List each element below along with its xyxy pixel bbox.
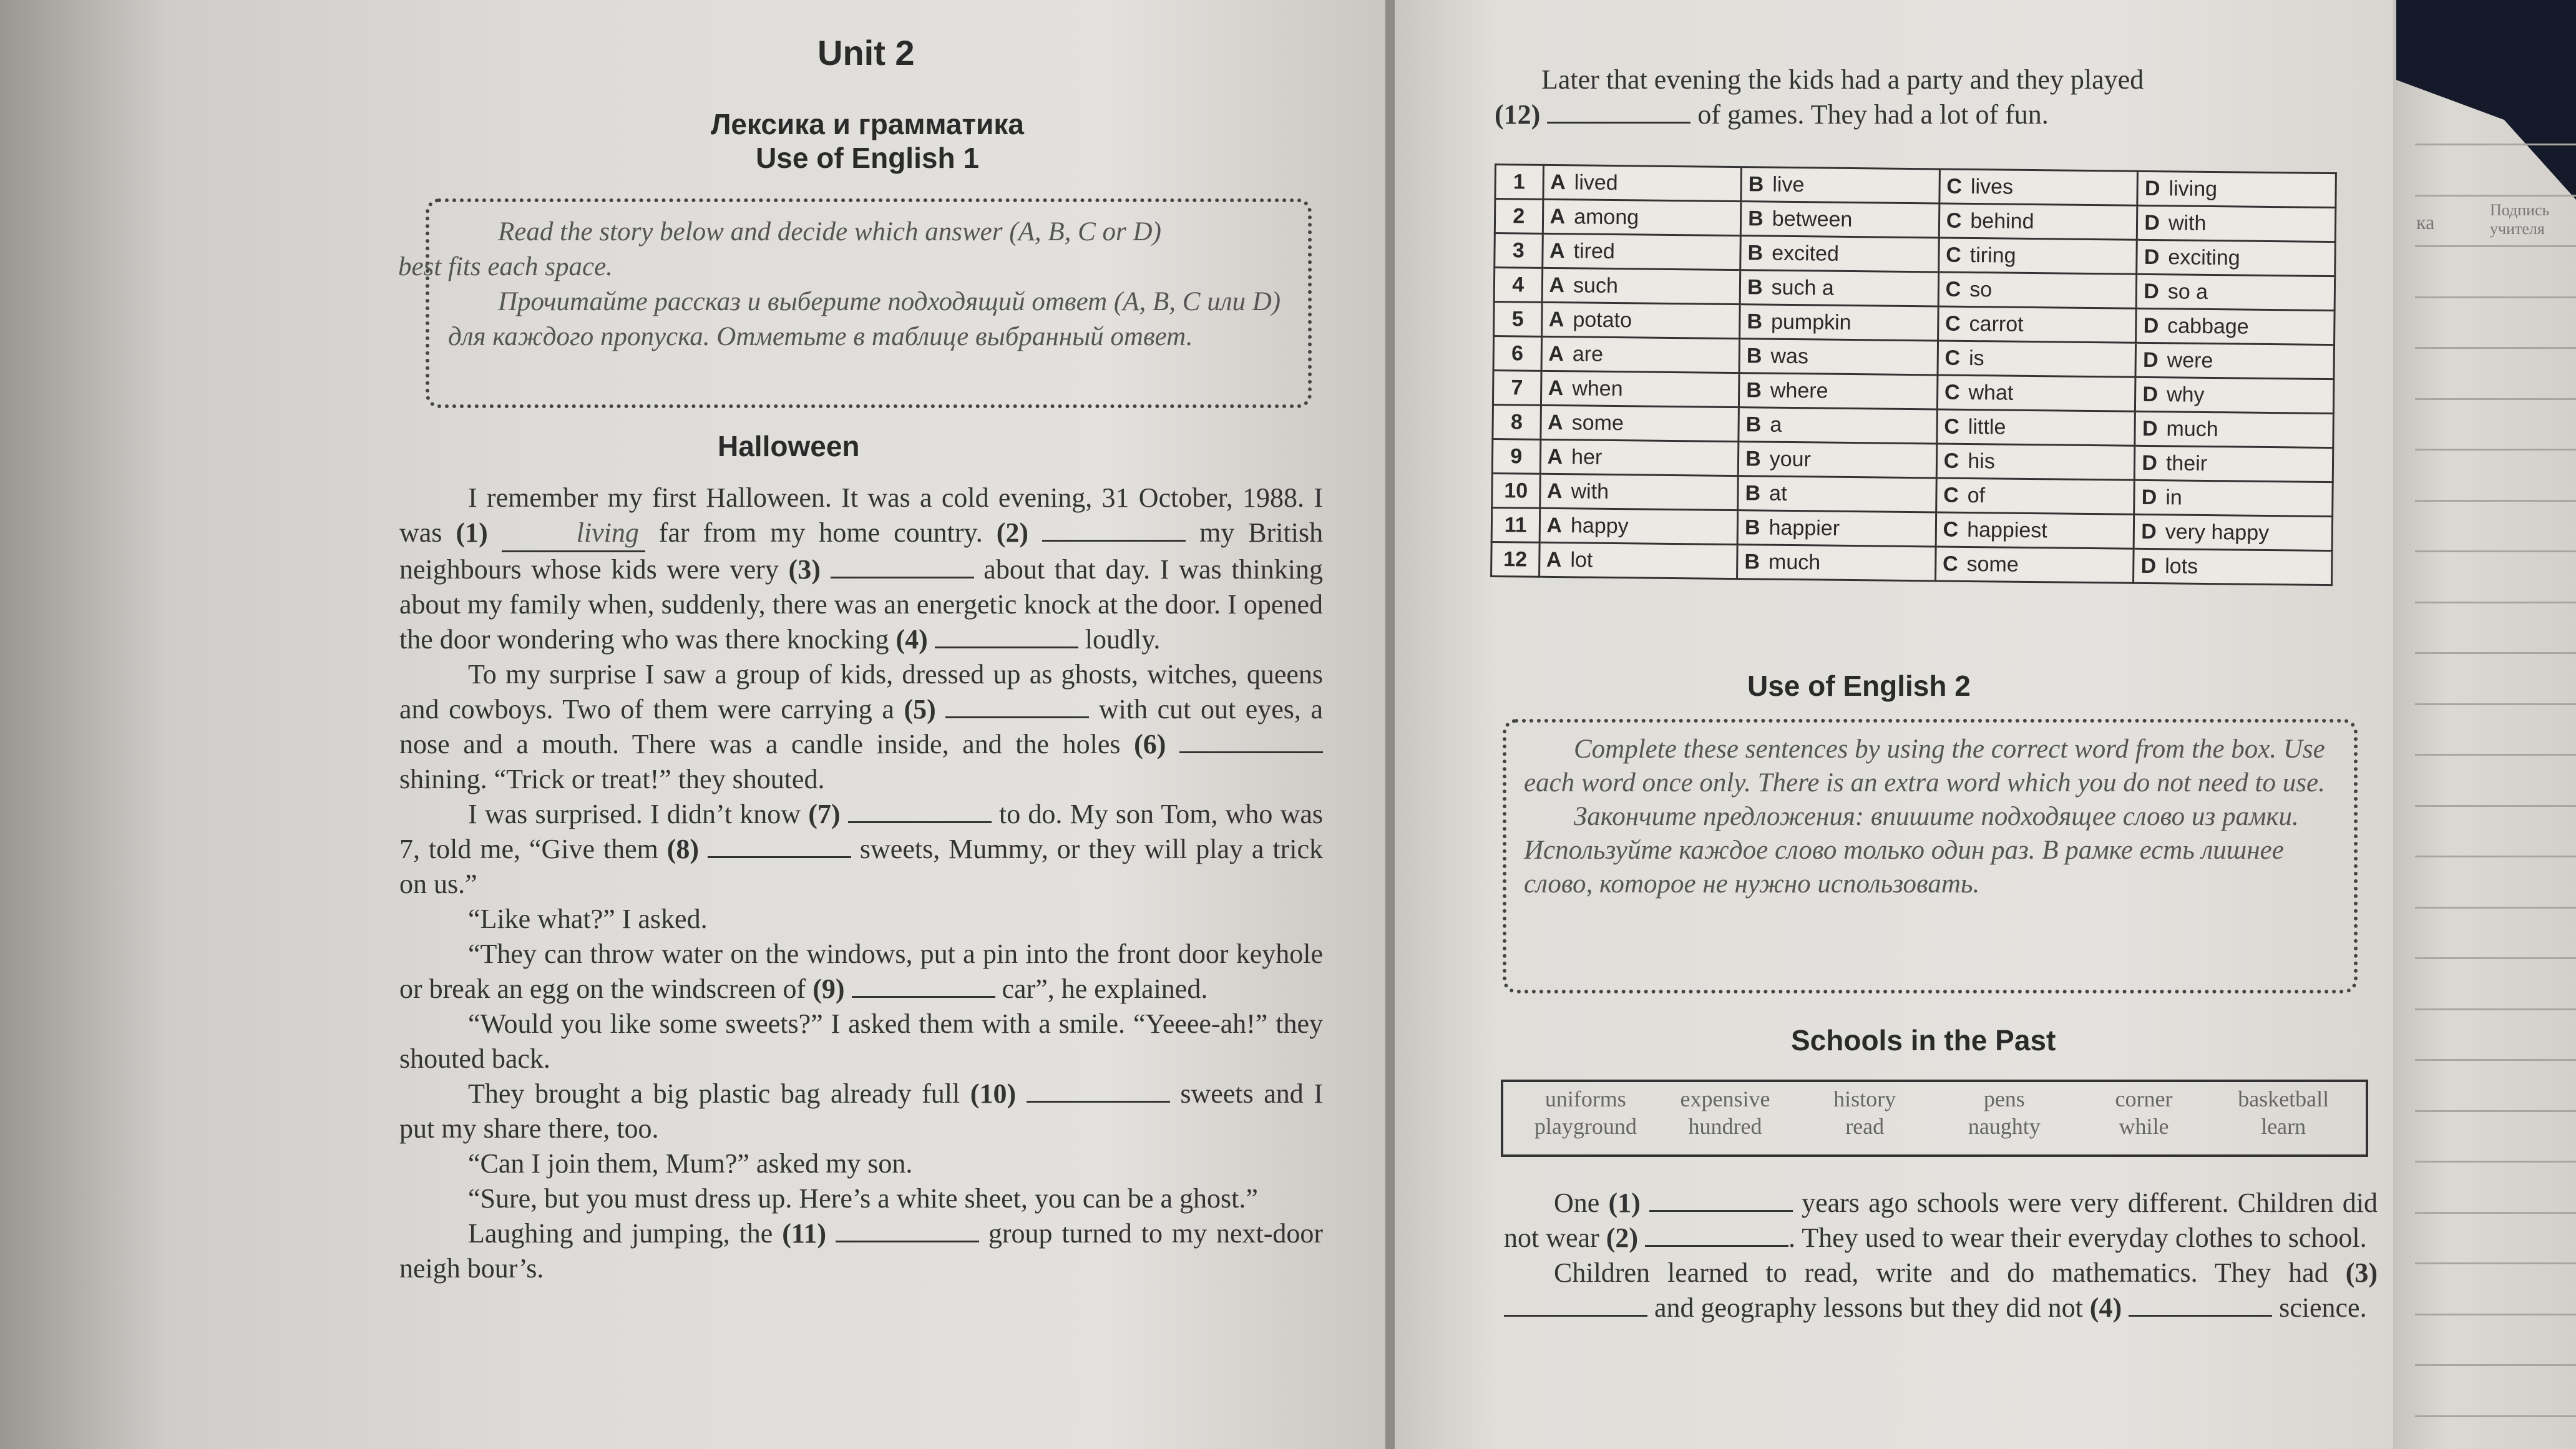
answer-option-a[interactable] bbox=[1540, 405, 1739, 441]
instructions2-en: Complete these sentences by using the correct word from the box. Use each word once only. There is an extra word which you do not need to use. bbox=[1524, 734, 2325, 798]
answer-option-c[interactable] bbox=[1937, 409, 2135, 446]
option-letter: C bbox=[1944, 414, 1960, 439]
answer-option-b[interactable] bbox=[1738, 476, 1936, 512]
option-text: among bbox=[1573, 204, 1639, 229]
word-box-item: playground bbox=[1534, 1114, 1637, 1139]
ruled-line bbox=[2415, 449, 2576, 451]
answer-1-field[interactable]: living bbox=[502, 515, 645, 552]
answer-option-d[interactable] bbox=[2135, 411, 2333, 447]
option-letter: C bbox=[1942, 552, 1958, 576]
option-letter: A bbox=[1548, 307, 1564, 331]
question-12-text: Later that evening the kids had a party and they played (12) of games. They had a lot of fun. bbox=[1495, 64, 2144, 130]
word-box-item: basketball bbox=[2238, 1086, 2330, 1111]
option-text: potato bbox=[1573, 307, 1632, 332]
option-letter: D bbox=[2141, 519, 2157, 544]
answer-option-a[interactable] bbox=[1542, 233, 1740, 270]
option-text: is bbox=[1968, 346, 1984, 370]
ruled-line bbox=[2415, 1415, 2576, 1417]
word-box-item: read bbox=[1845, 1114, 1885, 1139]
answer-option-c[interactable] bbox=[1936, 512, 2134, 549]
option-letter: C bbox=[1943, 517, 1959, 542]
answer-option-c[interactable] bbox=[1937, 375, 2135, 411]
ruled-line bbox=[2415, 1262, 2576, 1264]
option-letter: A bbox=[1546, 513, 1563, 537]
option-letter: B bbox=[1746, 378, 1762, 402]
option-text: lives bbox=[1970, 174, 2014, 199]
blank-8[interactable] bbox=[708, 835, 851, 858]
story-paragraph: To my surprise I saw a group of kids, dressed up as ghosts, witches, queens and cowboys. Two of them were carrying a (5) with cut out eyes, a nose and a mouth. There was a candle inside, and the holes (6) shining. “Trick or treat!” they shouted. bbox=[399, 659, 1324, 794]
answer-option-b[interactable] bbox=[1739, 373, 1938, 409]
option-text: such a bbox=[1771, 275, 1835, 300]
answer-option-c[interactable] bbox=[1938, 238, 2137, 274]
option-letter: B bbox=[1747, 275, 1763, 300]
section-title-en: Use of English 1 bbox=[756, 142, 979, 174]
answer-option-a[interactable] bbox=[1541, 302, 1740, 338]
answer-option-d[interactable] bbox=[2137, 205, 2336, 242]
text2-body: One (1) years ago schools were very different. Children did not wear (2) . They used to wear their everyday clothes to school. Children learned to read, write and do mathematics. They had (3) and geography lessons but they did not (4) science. bbox=[1504, 1188, 2378, 1323]
option-letter: B bbox=[1746, 343, 1762, 368]
answer-option-d[interactable] bbox=[2136, 274, 2334, 310]
option-letter: C bbox=[1946, 243, 1962, 267]
option-letter: D bbox=[2142, 416, 2158, 441]
option-text: lived bbox=[1574, 170, 1618, 195]
section2-title: Use of English 2 bbox=[1747, 670, 1971, 702]
blank-10[interactable] bbox=[1027, 1080, 1170, 1103]
answer-option-d[interactable] bbox=[2135, 377, 2334, 413]
ruled-line bbox=[2415, 1364, 2576, 1366]
answer-option-b[interactable] bbox=[1738, 442, 1936, 478]
option-text: exciting bbox=[2168, 245, 2240, 270]
text2-blank-2[interactable] bbox=[1645, 1224, 1788, 1247]
answer-option-a[interactable] bbox=[1539, 542, 1737, 578]
option-letter: B bbox=[1744, 549, 1760, 573]
option-text: happier bbox=[1769, 515, 1840, 540]
word-box-item: hundred bbox=[1688, 1114, 1762, 1139]
question-number: 7 bbox=[1493, 370, 1541, 405]
answer-option-b[interactable] bbox=[1740, 202, 1939, 238]
answer-option-b[interactable] bbox=[1737, 545, 1936, 581]
answer-option-a[interactable] bbox=[1541, 371, 1739, 407]
option-text: much bbox=[1768, 550, 1821, 575]
question-number: 11 bbox=[1491, 507, 1539, 542]
option-text: live bbox=[1772, 172, 1805, 197]
answer-option-d[interactable] bbox=[2136, 308, 2334, 344]
answer-option-d[interactable] bbox=[2137, 240, 2335, 276]
option-text: with bbox=[2168, 210, 2207, 235]
answer-option-b[interactable] bbox=[1741, 167, 1939, 203]
option-text: were bbox=[2167, 348, 2213, 373]
ruled-line bbox=[2415, 1008, 2576, 1010]
answer-option-d[interactable] bbox=[2137, 171, 2336, 207]
option-letter: D bbox=[2142, 451, 2158, 475]
answer-option-c[interactable] bbox=[1936, 478, 2134, 514]
option-letter: A bbox=[1547, 444, 1563, 469]
ruled-line bbox=[2415, 398, 2576, 400]
blank-11[interactable] bbox=[836, 1219, 979, 1242]
option-text: was bbox=[1770, 344, 1809, 368]
blank-4[interactable] bbox=[935, 625, 1078, 648]
ruled-line bbox=[2415, 907, 2576, 909]
answer-option-c[interactable] bbox=[1938, 306, 2136, 343]
ruled-line bbox=[2415, 805, 2576, 807]
answer-option-c[interactable] bbox=[1935, 547, 2134, 583]
ruled-line bbox=[2415, 1314, 2576, 1315]
option-letter: C bbox=[1945, 277, 1961, 301]
ruled-line bbox=[2415, 957, 2576, 959]
blank-3[interactable] bbox=[831, 555, 974, 578]
ruled-line bbox=[2415, 1212, 2576, 1214]
option-letter: A bbox=[1549, 204, 1566, 228]
story-paragraph: “Sure, but you must dress up. Here’s a white sheet, you can be a ghost.” bbox=[468, 1183, 1258, 1214]
word-box-item: uniforms bbox=[1544, 1086, 1626, 1111]
instructions-ru: Прочитайте рассказ и выберите подходящий ответ (A, B, C или D) для каждого пропуска. Отметьте в таблице выбранный ответ. bbox=[448, 287, 1281, 351]
answer-option-d[interactable] bbox=[2135, 446, 2333, 482]
text2-title: Schools in the Past bbox=[1791, 1024, 2056, 1056]
answer-option-c[interactable] bbox=[1938, 272, 2137, 308]
answer-option-d[interactable] bbox=[2135, 343, 2334, 379]
option-text: at bbox=[1769, 481, 1787, 505]
option-text: where bbox=[1770, 378, 1828, 403]
option-text: of bbox=[1967, 483, 1986, 507]
answer-option-a[interactable] bbox=[1543, 165, 1741, 201]
instructions-box bbox=[398, 198, 1312, 408]
answer-option-b[interactable] bbox=[1737, 510, 1936, 547]
option-letter: D bbox=[2144, 279, 2160, 303]
ruled-line bbox=[2415, 550, 2576, 552]
option-text: what bbox=[1968, 380, 2014, 405]
third-page-col-b: Подпись учителя bbox=[2490, 201, 2550, 238]
answer-option-c[interactable] bbox=[1936, 444, 2135, 480]
blank-5[interactable] bbox=[945, 695, 1089, 718]
option-text: very happy bbox=[2165, 519, 2270, 545]
option-letter: B bbox=[1745, 412, 1762, 436]
option-letter: C bbox=[1943, 449, 1959, 473]
option-text: living bbox=[2169, 176, 2218, 201]
option-text: when bbox=[1572, 376, 1623, 401]
ruled-line bbox=[2415, 500, 2576, 502]
instructions2-ru: Закончите предложения: впишите подходящее слово из рамки. Используйте каждое слово только один раз. В рамке есть лишнее слово, которое не нужно использовать. bbox=[1524, 802, 2299, 899]
question-number: 4 bbox=[1494, 268, 1542, 303]
answer-option-a[interactable] bbox=[1543, 199, 1741, 235]
option-text: some bbox=[1966, 552, 2019, 577]
option-letter: A bbox=[1549, 273, 1565, 297]
blank-9[interactable] bbox=[852, 975, 995, 998]
question-number: 8 bbox=[1493, 404, 1541, 439]
option-letter: A bbox=[1549, 238, 1565, 263]
blank-6[interactable] bbox=[1179, 730, 1323, 753]
question-number: 2 bbox=[1495, 199, 1543, 234]
option-letter: B bbox=[1745, 446, 1761, 471]
option-letter: B bbox=[1747, 240, 1764, 265]
option-letter: A bbox=[1550, 170, 1566, 194]
option-letter: D bbox=[2143, 313, 2159, 338]
option-letter: D bbox=[2140, 554, 2157, 578]
text2-blank-4[interactable] bbox=[2129, 1294, 2272, 1317]
option-text: between bbox=[1772, 207, 1853, 232]
option-text: some bbox=[1571, 410, 1624, 435]
ruled-line bbox=[2415, 602, 2576, 603]
option-letter: B bbox=[1748, 172, 1764, 197]
ruled-line bbox=[2415, 703, 2576, 705]
answer-option-a[interactable] bbox=[1542, 268, 1740, 304]
ruled-line bbox=[2415, 296, 2576, 298]
ruled-line bbox=[2415, 652, 2576, 654]
option-letter: A bbox=[1546, 547, 1562, 572]
word-box-item: while bbox=[2119, 1114, 2169, 1139]
option-text: cabbage bbox=[2167, 313, 2249, 339]
option-letter: D bbox=[2144, 176, 2160, 200]
option-text: excited bbox=[1772, 241, 1840, 266]
answer-option-a[interactable] bbox=[1541, 336, 1740, 373]
option-letter: A bbox=[1547, 410, 1563, 434]
question-number: 1 bbox=[1495, 165, 1543, 200]
answer-option-b[interactable] bbox=[1740, 270, 1938, 306]
option-text: their bbox=[2165, 451, 2208, 476]
ruled-line bbox=[2415, 754, 2576, 756]
option-text: your bbox=[1769, 447, 1812, 471]
third-page-col-a: ка bbox=[2416, 211, 2435, 233]
answer-option-a[interactable] bbox=[1540, 439, 1739, 476]
answer-option-c[interactable] bbox=[1939, 203, 2137, 240]
word-box-item: history bbox=[1833, 1086, 1896, 1111]
section-title-ru: Лексика и грамматика bbox=[711, 108, 1024, 140]
word-box-item: naughty bbox=[1968, 1114, 2041, 1139]
story-paragraph: They brought a big plastic bag already full (10) sweets and I put my share there, too. bbox=[399, 1078, 1324, 1144]
option-letter: D bbox=[2141, 485, 2157, 509]
blank-2[interactable] bbox=[1042, 519, 1186, 542]
story-paragraph: Laughing and jumping, the (11) group turned to my next-door neigh bour’s. bbox=[399, 1218, 1324, 1284]
answer-option-c[interactable] bbox=[1939, 169, 2138, 205]
option-letter: D bbox=[2144, 245, 2160, 269]
question-number: 9 bbox=[1492, 439, 1540, 474]
word-box bbox=[1501, 1080, 2368, 1157]
option-text: so a bbox=[2167, 279, 2208, 304]
word-box-item: expensive bbox=[1680, 1086, 1770, 1111]
story-title: Halloween bbox=[718, 430, 860, 462]
option-letter: B bbox=[1744, 515, 1760, 539]
ruled-line bbox=[2415, 1110, 2576, 1112]
option-letter: C bbox=[1944, 311, 1961, 336]
answer-option-d[interactable] bbox=[2134, 549, 2332, 585]
answer-option-b[interactable] bbox=[1739, 339, 1938, 375]
unit-title: Unit 2 bbox=[817, 33, 915, 72]
question-number: 12 bbox=[1491, 542, 1539, 577]
question-number: 5 bbox=[1494, 302, 1542, 337]
option-text: pumpkin bbox=[1770, 310, 1852, 334]
option-text: in bbox=[2165, 485, 2183, 510]
story-paragraph: I was surprised. I didn’t know (7) to do. My son Tom, who was 7, told me, “Give them (8) sweets, Mummy, or they will play a trick on us.” bbox=[399, 799, 1324, 899]
option-letter: B bbox=[1747, 309, 1763, 334]
option-letter: B bbox=[1745, 481, 1761, 505]
option-text: are bbox=[1572, 341, 1604, 366]
story-paragraph: “Would you like some sweets?” I asked them with a smile. “Yeeee-ah!” they shouted back. bbox=[399, 1008, 1323, 1074]
word-box-item: learn bbox=[2261, 1114, 2306, 1139]
ruled-line bbox=[2415, 347, 2576, 349]
option-text: such bbox=[1573, 273, 1619, 298]
option-text: a bbox=[1770, 412, 1782, 437]
option-text: carrot bbox=[1969, 311, 2024, 336]
option-letter: A bbox=[1548, 341, 1564, 366]
option-text: happy bbox=[1570, 513, 1629, 538]
ruled-line bbox=[2415, 144, 2576, 145]
ruled-line bbox=[2415, 245, 2576, 247]
option-text: happiest bbox=[1966, 517, 2047, 542]
option-text: lot bbox=[1570, 547, 1593, 572]
option-letter: D bbox=[2142, 382, 2159, 406]
option-letter: C bbox=[1946, 208, 1962, 233]
text2-blank-1[interactable] bbox=[1649, 1189, 1793, 1212]
ruled-line bbox=[2415, 856, 2576, 857]
option-letter: A bbox=[1548, 376, 1564, 400]
option-letter: A bbox=[1546, 479, 1563, 503]
question-number: 3 bbox=[1495, 233, 1543, 268]
story-paragraph: “They can throw water on the windows, put a pin into the front door keyhole or break an egg on the windscreen of (9) car”, he explained. bbox=[399, 939, 1323, 1004]
option-letter: C bbox=[1946, 174, 1963, 198]
option-letter: C bbox=[1944, 380, 1960, 404]
option-text: tired bbox=[1573, 238, 1615, 263]
option-text: little bbox=[1968, 414, 2006, 439]
answer-option-a[interactable] bbox=[1539, 474, 1738, 510]
answer-option-a[interactable] bbox=[1539, 508, 1738, 544]
option-text: with bbox=[1571, 479, 1609, 504]
question-number: 6 bbox=[1493, 336, 1541, 371]
question-number: 10 bbox=[1492, 473, 1540, 508]
blank-7[interactable] bbox=[848, 800, 992, 823]
instructions-en: Read the story below and decide which answer (A, B, C or D) best fits each space. bbox=[398, 217, 1161, 281]
option-text: much bbox=[2166, 416, 2218, 441]
word-box-item: pens bbox=[1983, 1086, 2025, 1111]
option-text: so bbox=[1969, 277, 1993, 301]
story-paragraph: “Like what?” I asked. bbox=[468, 904, 708, 934]
option-text: tiring bbox=[1969, 243, 2016, 268]
option-letter: D bbox=[2144, 210, 2160, 235]
option-letter: D bbox=[2142, 348, 2159, 372]
ruled-line bbox=[2415, 1059, 2576, 1061]
answer-table bbox=[1490, 163, 2337, 586]
option-text: why bbox=[2166, 382, 2205, 407]
text2-blank-3[interactable] bbox=[1504, 1294, 1647, 1317]
ruled-line bbox=[2415, 1161, 2576, 1163]
option-text: lots bbox=[2165, 554, 2198, 578]
option-text: behind bbox=[1970, 208, 2034, 233]
option-text: his bbox=[1968, 449, 1996, 473]
story-paragraph: “Can I join them, Mum?” asked my son. bbox=[468, 1148, 913, 1179]
answer-option-b[interactable] bbox=[1740, 305, 1938, 341]
ruled-line bbox=[2415, 195, 2576, 197]
option-letter: B bbox=[1748, 206, 1764, 231]
answer-option-b[interactable] bbox=[1739, 407, 1937, 444]
option-letter: C bbox=[1944, 346, 1961, 370]
answer-option-b[interactable] bbox=[1740, 236, 1939, 272]
answer-option-c[interactable] bbox=[1938, 341, 2136, 377]
story-text bbox=[399, 481, 1323, 1286]
word-box-item: corner bbox=[2115, 1086, 2173, 1111]
option-text: her bbox=[1571, 444, 1603, 469]
blank-12[interactable] bbox=[1547, 100, 1690, 124]
instructions-box-2 bbox=[1503, 719, 2358, 993]
answer-option-d[interactable] bbox=[2134, 514, 2332, 550]
story-paragraph: I remember my first Halloween. It was a cold evening, 31 October, 1988. I was (1) living far from my home country. (2) my British neighbours whose kids were very (3) about that day. I was thinking about my family when, suddenly, there was an energetic knock at the door. I opened the door wondering who was there knocking (4) loudly. bbox=[399, 482, 1324, 655]
option-letter: C bbox=[1943, 483, 1959, 507]
answer-option-d[interactable] bbox=[2134, 480, 2333, 516]
